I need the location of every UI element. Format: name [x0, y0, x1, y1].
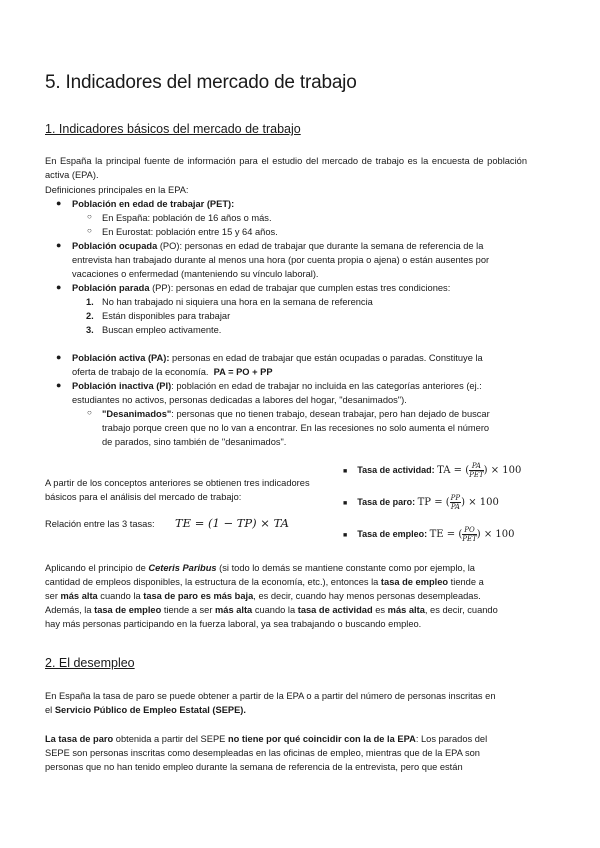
pet-spain: En España: población de 16 años o más. [102, 213, 272, 223]
ceteris-line-3: ser más alta cuando la tasa de paro es más baja, es decir, cuando hay menos personas desempleadas. [45, 591, 481, 601]
derived-line-1: A partir de los conceptos anteriores se obtienen tres indicadores [45, 478, 310, 488]
pa-line-1: Población activa (PA): personas en edad de trabajar que están ocupadas o paradas. Constituye la [72, 353, 483, 363]
desanimados-line-3: de parados, sino también de "desanimados". [102, 437, 287, 447]
derived-line-2: básicos para el análisis del mercado de trabajo: [45, 492, 242, 502]
bullet-icon: ● [56, 282, 62, 292]
bullet-icon: ■ [343, 499, 348, 507]
pi-line-1: Población inactiva (PI): población en edad de trabajar no incluida en las categorías anteriores (ej.: [72, 381, 482, 391]
bullet-icon: ● [56, 380, 62, 390]
bullet-icon: ■ [343, 531, 348, 539]
condition-number: 3. [86, 325, 94, 335]
condition-text: No han trabajado ni siquiera una hora en la semana de referencia [102, 297, 373, 307]
fraction: $\frac{PP}{PA}$ [450, 494, 461, 511]
paro-line-2: SEPE son personas inscritas como desempleadas en las oficinas de empleo, mientras que de la EPA son [45, 748, 480, 758]
po-line-1: Población ocupada (PO): personas en edad de trabajar que durante la semana de referencia de la [72, 241, 484, 251]
rate-activity: ■ Tasa de actividad: TA = ( $\frac{PA}{\text{PET}}$ ) × 100 [343, 462, 522, 479]
ceteris-line-1: Aplicando el principio de Ceteris Paribus (si todo lo demás se mantiene constante como por ejemplo, la [45, 563, 475, 573]
page-title: 5. Indicadores del mercado de trabajo [45, 72, 357, 93]
relation-label: Relación entre las 3 tasas: [45, 519, 155, 529]
paro-line-3: personas que no han tenido empleo durante la semana de referencia de la entrevista, pero que están [45, 762, 463, 772]
condition-number: 2. [86, 311, 94, 321]
sepe-line-1: En España la tasa de paro se puede obtener a partir de la EPA o a partir del número de personas inscritas en [45, 691, 496, 701]
pi-line-2: estudiantes no activos, personas dedicadas a labores del hogar, "desanimados"). [72, 395, 407, 405]
circle-bullet-icon: ○ [87, 408, 92, 417]
po-line-2: entrevista han trabajado durante al menos una hora (por cuenta propia o ajena) o están ausentes por [72, 255, 490, 265]
pp-line: Población parada (PP): personas en edad de trabajar que cumplen estas tres condiciones: [72, 283, 451, 293]
po-line-3: vacaciones o enfermedad (manteniendo su vínculo laboral). [72, 269, 319, 279]
desanimados-line-1: "Desanimados": personas que no tienen trabajo, desean trabajar, pero han dejado de buscar [102, 409, 490, 419]
fraction: $\frac{PO}{\text{PET}}$ [462, 526, 477, 543]
bullet-icon: ■ [343, 467, 348, 475]
bullet-icon: ● [56, 240, 62, 250]
bullet-icon: ● [56, 352, 62, 362]
fraction: $\frac{PA}{\text{PET}}$ [469, 462, 484, 479]
pa-line-2: oferta de trabajo de la economía. PA = PO + PP [72, 367, 273, 377]
sepe-line-2: el Servicio Público de Empleo Estatal (SEPE). [45, 705, 246, 715]
ceteris-line-5: hay más personas participando en la fuerza laboral, ya sea trabajando o buscando empleo. [45, 619, 422, 629]
ceteris-line-4: Además, la tasa de empleo tiende a ser más alta cuando la tasa de actividad es más alta, es decir, cuando [45, 605, 498, 615]
section-2-heading: 2. El desempleo [45, 656, 135, 670]
condition-number: 1. [86, 297, 94, 307]
pet-eurostat: En Eurostat: población entre 15 y 64 años. [102, 227, 278, 237]
bullet-icon: ● [56, 198, 62, 208]
desanimados-line-2: trabajo porque creen que no lo van a encontrar. En las recesiones no solo aumenta el número [102, 423, 490, 433]
rate-employment: ■ Tasa de empleo: TE = ( $\frac{PO}{\text{PET}}$ ) × 100 [343, 526, 515, 543]
intro-paragraph: En España la principal fuente de información para el estudio del mercado de trabajo es la encuesta de población activa (EPA). [45, 156, 527, 181]
ceteris-line-2: cantidad de empleos disponibles, la estructura de la economía, etc.), entonces la tasa de empleo tiende a [45, 577, 484, 587]
circle-bullet-icon: ○ [87, 212, 92, 221]
section-1-heading: 1. Indicadores básicos del mercado de trabajo [45, 122, 301, 136]
relation-formula: TE = (1 − TP) × TA [175, 516, 289, 530]
pet-label: Población en edad de trabajar (PET): [72, 199, 235, 209]
definitions-intro: Definiciones principales en la EPA: [45, 185, 189, 195]
paro-line-1: La tasa de paro obtenida a partir del SEPE no tiene por qué coincidir con la de la EPA: Los parados del [45, 734, 488, 744]
condition-text: Están disponibles para trabajar [102, 311, 231, 321]
rate-unemployment: ■ Tasa de paro: TP = ( $\frac{PP}{PA}$ ) × 100 [343, 494, 499, 511]
circle-bullet-icon: ○ [87, 226, 92, 235]
condition-text: Buscan empleo activamente. [102, 325, 222, 335]
